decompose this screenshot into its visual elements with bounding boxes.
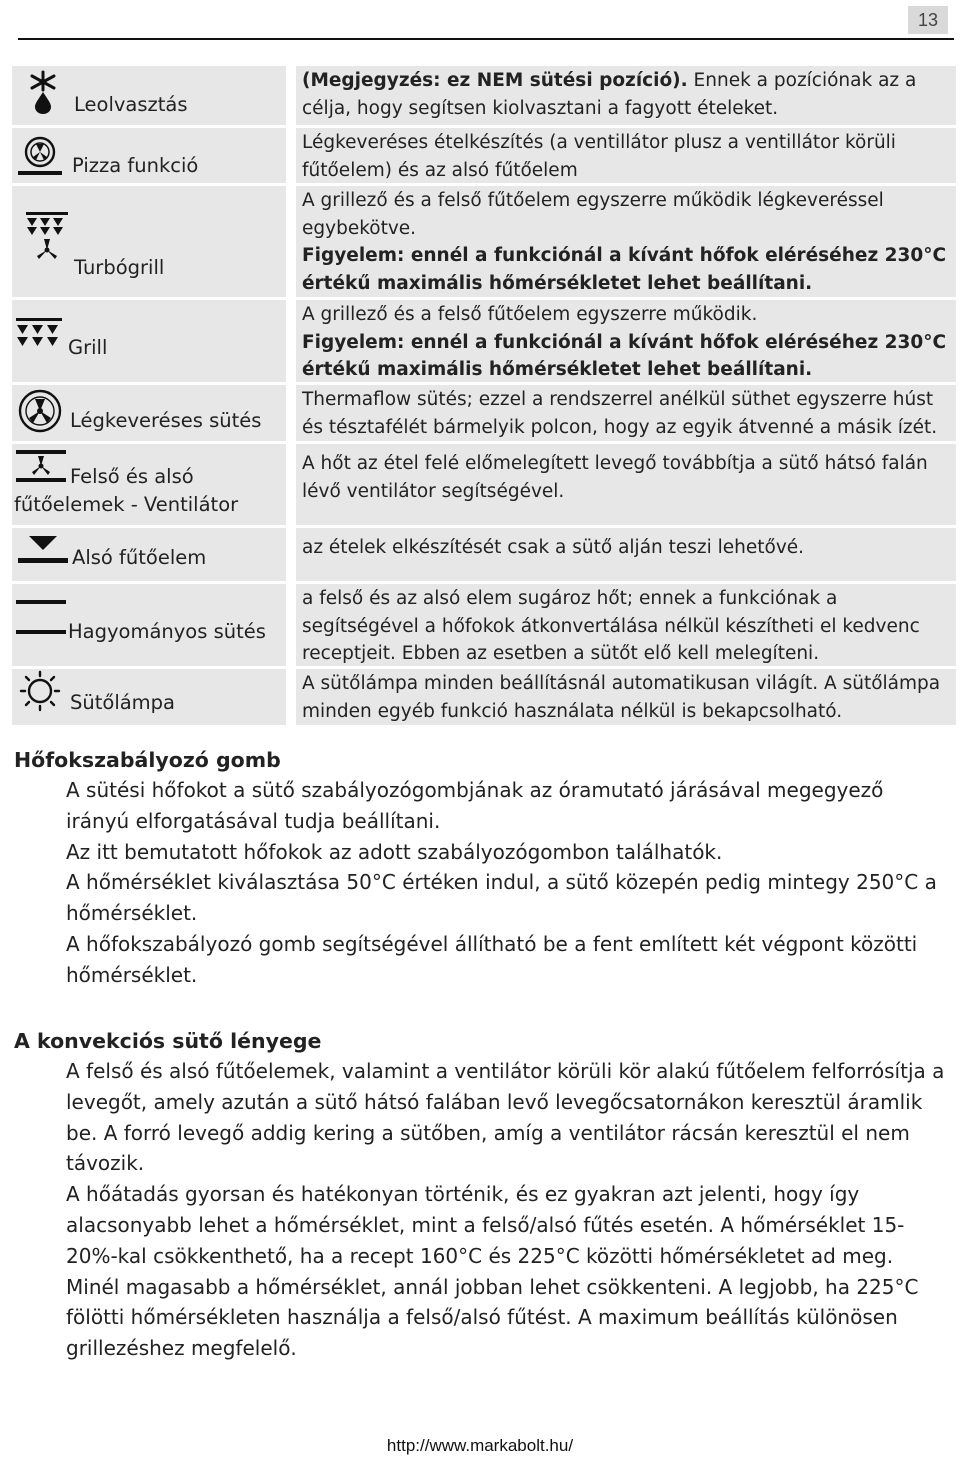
thermostat-section bbox=[14, 745, 946, 991]
function-row-turbo-grill bbox=[12, 186, 956, 297]
thermostat-paragraph: A sütési hőfokot a sütő szabályozógombjának az óramutató járásával megegyező irányú elforgatásával tudja beállítani. bbox=[66, 778, 884, 833]
function-row-conventional bbox=[12, 584, 956, 666]
function-cell bbox=[12, 66, 286, 125]
turbo-grill-icon bbox=[24, 210, 70, 262]
top-rule bbox=[18, 38, 954, 40]
function-cell bbox=[12, 186, 286, 297]
bottom-heater-icon bbox=[16, 534, 70, 568]
convection-paragraph: A hőátadás gyorsan és hatékonyan történik, és ez gyakran azt jelenti, hogy így alacsonyabb lehet a hőmérséklet, mint a felső/alsó fűtés esetén. A hőmérséklet 15-20%-kal csökkenthető, ha a recept 160°C és 225°C közötti hőmérsékletet ad meg. bbox=[66, 1182, 905, 1268]
convection-title: A konvekciós sütő lényege bbox=[14, 1029, 322, 1053]
convection-paragraph: A felső és alsó fűtőelemek, valamint a ventilátor körüli kör alakú fűtőelem felforrósítja a levegőt, amely azután a sütő hátsó falában levő levegőcsatornákon keresztül áramlik be. A forró levegő addig kering a sütőben, amíg a ventilátor rácsán keresztül el nem távozik. bbox=[66, 1059, 945, 1176]
function-desc-pizza: Légkeveréses ételkészítés (a ventillátor plusz a ventillátor körüli fűtőelem) és az alsó fűtőelem bbox=[296, 128, 956, 183]
function-row-oven-lamp bbox=[12, 669, 956, 725]
function-cell bbox=[12, 444, 286, 525]
function-desc-bottom-heater: az ételek elkészítését csak a sütő alján teszi lehetővé. bbox=[296, 528, 956, 581]
convection-section bbox=[14, 1026, 946, 1364]
thermostat-paragraph: A hőfokszabályozó gomb segítségével állítható be a fent említett két végpont közötti hőmérséklet. bbox=[66, 931, 918, 987]
function-row-defrost bbox=[12, 66, 956, 125]
grill-icon bbox=[14, 316, 64, 354]
convection-paragraph: Minél magasabb a hőmérséklet, annál jobban lehet csökkenteni. A legjobb, ha 225°C fölötti hőmérsékleten használja a felső/alsó fűtést. A maximum beállítás különösen grillezéshez megfelelő. bbox=[66, 1274, 919, 1361]
pizza-function-icon bbox=[14, 132, 66, 178]
footer-url: http://www.markabolt.hu/ bbox=[386, 1436, 574, 1455]
thermostat-paragraph: A hőmérséklet kiválasztása 50°C értéken indul, a sütő közepén pedig mintegy 250°C a hőmérséklet. bbox=[66, 870, 937, 926]
function-label-pizza: Pizza funkció bbox=[72, 154, 199, 177]
thermostat-body bbox=[66, 775, 946, 991]
function-row-bottom-heater bbox=[12, 528, 956, 581]
function-label-defrost: Leolvasztás bbox=[74, 93, 188, 116]
function-desc-conventional: a felső és az alsó elem sugároz hőt; ennek a funkciónak a segítségével a hőfokok átkonvertálása nélkül készítheti el kedvenc receptjeit. Ebben az esetben a sütőt elő kell melegíteni. bbox=[296, 584, 956, 666]
convection-body bbox=[66, 1056, 946, 1364]
top-bottom-fan-icon bbox=[14, 448, 68, 484]
function-cell bbox=[12, 584, 286, 666]
function-label-conventional: Hagyományos sütés bbox=[68, 620, 266, 643]
function-cell bbox=[12, 300, 286, 382]
function-label-bottom-heater: Alsó fűtőelem bbox=[72, 546, 207, 569]
thermostat-paragraph: Az itt bemutatott hőfokok az adott szabályozógombon találhatók. bbox=[66, 839, 723, 864]
function-label-grill: Grill bbox=[68, 336, 108, 359]
function-desc-turbo-grill: A grillező és a felső fűtőelem egyszerre működik légkeveréssel egybekötve. Figyelem: ennél a funkciónál a kívánt hőfok eléréséhez 230°C értékű maximális hőmérsékletet lehet beállítani. bbox=[296, 186, 956, 297]
convection-icon bbox=[14, 387, 66, 435]
thermostat-title: Hőfokszabályozó gomb bbox=[14, 748, 281, 772]
function-desc-top-bottom-fan: A hőt az étel felé előmelegített levegő továbbítja a sütő hátsó falán lévő ventilátor segítségével. bbox=[296, 444, 956, 525]
function-desc-defrost: (Megjegyzés: ez NEM sütési pozíció). Ennek a pozíciónak az a célja, hogy segítsen kiolvasztani a fagyott ételeket. bbox=[296, 66, 956, 125]
function-row-convection bbox=[12, 385, 956, 441]
conventional-icon bbox=[14, 598, 68, 638]
function-label-oven-lamp: Sütőlámpa bbox=[70, 691, 176, 714]
function-cell bbox=[12, 669, 286, 725]
page-number: 13 bbox=[908, 6, 948, 34]
function-cell bbox=[12, 528, 286, 581]
function-label-top-bottom-fan-line1: Felső és alsó bbox=[70, 465, 194, 488]
oven-lamp-icon bbox=[16, 669, 64, 715]
function-row-top-bottom-fan bbox=[12, 444, 956, 525]
function-desc-convection: Thermaflow sütés; ezzel a rendszerrel anélkül süthet egyszerre húst és tésztafélét bármelyik polcon, hogy az egyik átvenné a másik ízét. bbox=[296, 385, 956, 441]
function-label-top-bottom-fan-line2: fűtőelemek - Ventilátor bbox=[14, 493, 239, 516]
function-desc-oven-lamp: A sütőlámpa minden beállításnál automatikusan világít. A sütőlámpa minden egyéb funkció használata nélkül is bekapcsolható. bbox=[296, 669, 956, 725]
function-label-turbo-grill: Turbógrill bbox=[74, 256, 165, 279]
function-row-grill bbox=[12, 300, 956, 382]
function-cell bbox=[12, 128, 286, 183]
function-desc-grill: A grillező és a felső fűtőelem egyszerre működik. Figyelem: ennél a funkciónál a kívánt hőfok eléréséhez 230°C értékű maximális hőmérsékletet lehet beállítani. bbox=[296, 300, 956, 382]
defrost-icon bbox=[26, 70, 60, 114]
function-cell bbox=[12, 385, 286, 441]
function-label-convection: Légkeveréses sütés bbox=[70, 409, 262, 432]
function-table bbox=[12, 66, 956, 728]
function-row-pizza bbox=[12, 128, 956, 183]
